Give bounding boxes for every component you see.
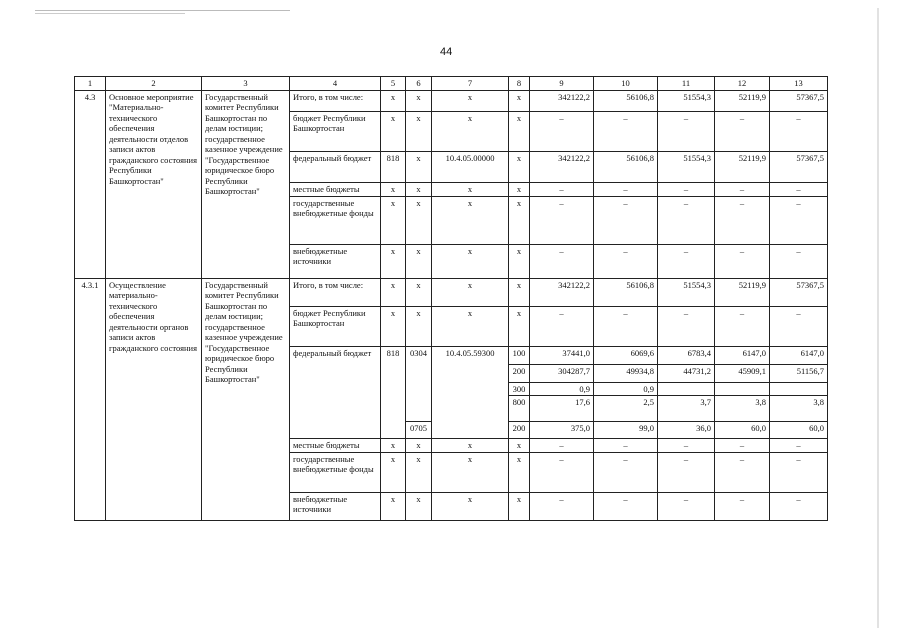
col-header: 10 xyxy=(594,77,658,91)
value-cell: 6069,6 xyxy=(594,346,658,364)
value-cell: 45909,1 xyxy=(715,364,770,382)
value-cell xyxy=(715,382,770,396)
source-label: внебюджетные источники xyxy=(290,492,381,520)
value-cell: 0,9 xyxy=(594,382,658,396)
cell: х xyxy=(509,452,530,492)
cell: х xyxy=(406,196,432,244)
value-cell: 0,9 xyxy=(530,382,594,396)
cell: х xyxy=(432,439,509,453)
cell: – xyxy=(715,182,770,196)
value-cell: 44731,2 xyxy=(658,364,715,382)
cell: х xyxy=(509,439,530,453)
cell: – xyxy=(658,244,715,278)
cell: 818 xyxy=(381,151,406,182)
value-cell: 57367,5 xyxy=(770,90,828,111)
cell: х xyxy=(406,306,432,346)
cell: х xyxy=(509,306,530,346)
scan-top-line xyxy=(35,10,290,11)
source-label: местные бюджеты xyxy=(290,439,381,453)
cell: х xyxy=(381,111,406,151)
value-cell: 304287,7 xyxy=(530,364,594,382)
value-cell: 49934,8 xyxy=(594,364,658,382)
value-cell: 6783,4 xyxy=(658,346,715,364)
cell: – xyxy=(658,196,715,244)
value-cell: 51156,7 xyxy=(770,364,828,382)
cell: – xyxy=(530,196,594,244)
cell: – xyxy=(594,306,658,346)
cell: х xyxy=(509,151,530,182)
cell: х xyxy=(406,151,432,182)
value-cell: 51554,3 xyxy=(658,151,715,182)
cell: х xyxy=(406,244,432,278)
value-cell xyxy=(658,382,715,396)
cell: – xyxy=(770,439,828,453)
value-cell: 60,0 xyxy=(770,422,828,439)
value-cell: 3,8 xyxy=(770,396,828,422)
cell: х xyxy=(381,244,406,278)
measure-name: Основное мероприятие "Материально-технического обеспечения деятельности отделов записи актов гражданского состояния Республики Башкортостан" xyxy=(106,90,202,278)
value-cell: 6147,0 xyxy=(715,346,770,364)
source-label: бюджет Республики Башкортостан xyxy=(290,306,381,346)
cell: – xyxy=(770,244,828,278)
cell: – xyxy=(594,182,658,196)
table-row xyxy=(75,278,828,306)
row-number: 4.3 xyxy=(75,90,106,278)
value-cell: 56106,8 xyxy=(594,90,658,111)
col-header: 3 xyxy=(202,77,290,91)
value-cell: 99,0 xyxy=(594,422,658,439)
cell: х xyxy=(381,306,406,346)
cell: – xyxy=(770,182,828,196)
value-cell: 17,6 xyxy=(530,396,594,422)
cell: х xyxy=(406,111,432,151)
cell: 0705 xyxy=(406,422,432,439)
page-number: 44 xyxy=(440,46,453,58)
cell: х xyxy=(432,111,509,151)
cell: – xyxy=(658,182,715,196)
cell: х xyxy=(406,90,432,111)
cell: – xyxy=(594,111,658,151)
cell: х xyxy=(432,452,509,492)
cell: – xyxy=(530,306,594,346)
value-cell: 3,8 xyxy=(715,396,770,422)
col-header: 5 xyxy=(381,77,406,91)
cell: х xyxy=(406,439,432,453)
cell: – xyxy=(530,182,594,196)
cell: 10.4.05.59300 xyxy=(432,346,509,439)
budget-table xyxy=(74,76,828,521)
value-cell: 6147,0 xyxy=(770,346,828,364)
cell: 800 xyxy=(509,396,530,422)
cell: х xyxy=(509,278,530,306)
cell: 0304 xyxy=(406,346,432,422)
cell: – xyxy=(530,244,594,278)
value-cell: 57367,5 xyxy=(770,151,828,182)
scan-edge-mark xyxy=(877,8,879,628)
value-cell: 36,0 xyxy=(658,422,715,439)
cell: – xyxy=(658,492,715,520)
source-label: местные бюджеты xyxy=(290,182,381,196)
cell: х xyxy=(432,278,509,306)
value-cell: 52119,9 xyxy=(715,151,770,182)
source-label: внебюджетные источники xyxy=(290,244,381,278)
cell: х xyxy=(381,452,406,492)
cell: – xyxy=(530,439,594,453)
cell: х xyxy=(432,306,509,346)
value-cell: 57367,5 xyxy=(770,278,828,306)
cell: – xyxy=(770,196,828,244)
cell: х xyxy=(432,182,509,196)
col-header: 2 xyxy=(106,77,202,91)
cell: – xyxy=(715,306,770,346)
cell: х xyxy=(509,244,530,278)
source-label: федеральный бюджет xyxy=(290,346,381,439)
cell: – xyxy=(594,439,658,453)
value-cell: 342122,2 xyxy=(530,151,594,182)
cell: х xyxy=(509,492,530,520)
cell: х xyxy=(381,90,406,111)
cell: – xyxy=(594,492,658,520)
cell: – xyxy=(715,439,770,453)
col-header: 13 xyxy=(770,77,828,91)
cell: х xyxy=(509,196,530,244)
value-cell: 3,7 xyxy=(658,396,715,422)
value-cell: 375,0 xyxy=(530,422,594,439)
cell: – xyxy=(594,244,658,278)
cell: 300 xyxy=(509,382,530,396)
value-cell: 37441,0 xyxy=(530,346,594,364)
value-cell xyxy=(770,382,828,396)
measure-name: Осуществление материально-технического обеспечения деятельности органов записи актов гражданского состояния xyxy=(106,278,202,520)
value-cell: 52119,9 xyxy=(715,278,770,306)
cell: – xyxy=(658,306,715,346)
cell: 10.4.05.00000 xyxy=(432,151,509,182)
value-cell: 56106,8 xyxy=(594,151,658,182)
cell: – xyxy=(530,111,594,151)
cell: х xyxy=(381,439,406,453)
source-label: бюджет Республики Башкортостан xyxy=(290,111,381,151)
cell: х xyxy=(381,278,406,306)
value-cell: 342122,2 xyxy=(530,90,594,111)
col-header: 11 xyxy=(658,77,715,91)
col-header: 7 xyxy=(432,77,509,91)
cell: – xyxy=(770,452,828,492)
value-cell: 60,0 xyxy=(715,422,770,439)
header-row xyxy=(75,77,828,91)
cell: – xyxy=(715,244,770,278)
cell: – xyxy=(530,492,594,520)
cell: х xyxy=(432,90,509,111)
cell: – xyxy=(715,492,770,520)
cell: 100 xyxy=(509,346,530,364)
col-header: 9 xyxy=(530,77,594,91)
cell: х xyxy=(509,111,530,151)
scan-top-line-2 xyxy=(35,13,185,14)
cell: х xyxy=(432,492,509,520)
table-row xyxy=(75,90,828,111)
cell: х xyxy=(381,196,406,244)
cell: х xyxy=(406,492,432,520)
source-label: федеральный бюджет xyxy=(290,151,381,182)
cell: – xyxy=(658,111,715,151)
cell: – xyxy=(658,439,715,453)
cell: х xyxy=(406,182,432,196)
cell: х xyxy=(509,90,530,111)
cell: – xyxy=(530,452,594,492)
cell: – xyxy=(770,492,828,520)
col-header: 1 xyxy=(75,77,106,91)
value-cell: 56106,8 xyxy=(594,278,658,306)
cell: – xyxy=(594,452,658,492)
cell: – xyxy=(715,196,770,244)
executor: Государственный комитет Республики Башкортостан по делам юстиции; государственное казенное учреждение "Государственное юридическое бюро Республики Башкортостан" xyxy=(202,278,290,520)
row-number: 4.3.1 xyxy=(75,278,106,520)
col-header: 6 xyxy=(406,77,432,91)
col-header: 4 xyxy=(290,77,381,91)
value-cell: 51554,3 xyxy=(658,90,715,111)
cell: х xyxy=(509,182,530,196)
executor: Государственный комитет Республики Башкортостан по делам юстиции; государственное казенное учреждение "Государственное юридическое бюро Республики Башкортостан" xyxy=(202,90,290,278)
cell: 818 xyxy=(381,346,406,439)
cell: 200 xyxy=(509,364,530,382)
source-label: государственные внебюджетные фонды xyxy=(290,196,381,244)
cell: – xyxy=(715,111,770,151)
col-header: 12 xyxy=(715,77,770,91)
source-label: Итого, в том числе: xyxy=(290,90,381,111)
value-cell: 51554,3 xyxy=(658,278,715,306)
cell: – xyxy=(715,452,770,492)
cell: – xyxy=(658,452,715,492)
value-cell: 52119,9 xyxy=(715,90,770,111)
cell: х xyxy=(406,452,432,492)
cell: х xyxy=(381,492,406,520)
col-header: 8 xyxy=(509,77,530,91)
value-cell: 2,5 xyxy=(594,396,658,422)
cell: – xyxy=(770,306,828,346)
source-label: государственные внебюджетные фонды xyxy=(290,452,381,492)
cell: – xyxy=(770,111,828,151)
cell: х xyxy=(381,182,406,196)
value-cell: 342122,2 xyxy=(530,278,594,306)
cell: – xyxy=(594,196,658,244)
source-label: Итого, в том числе: xyxy=(290,278,381,306)
cell: х xyxy=(406,278,432,306)
cell: х xyxy=(432,244,509,278)
cell: 200 xyxy=(509,422,530,439)
cell: х xyxy=(432,196,509,244)
